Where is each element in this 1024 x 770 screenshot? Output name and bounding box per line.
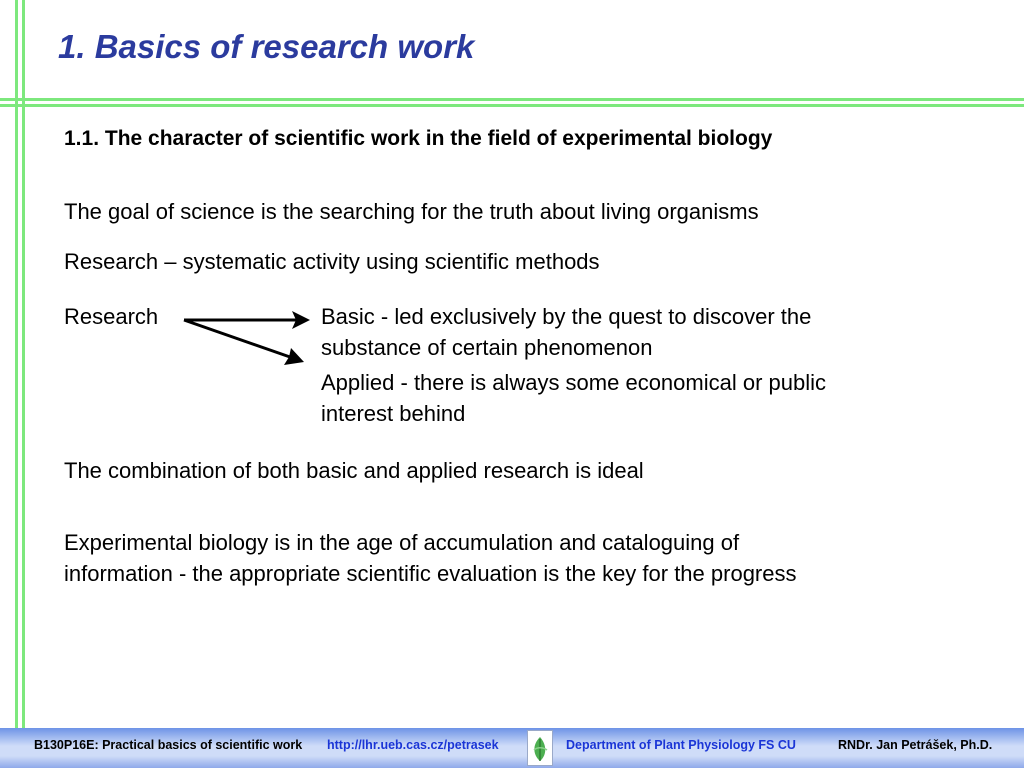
course-name: B130P16E: Practical basics of scientific work	[34, 738, 303, 752]
faculty-logo	[527, 730, 553, 766]
author-name: RNDr. Jan Petrášek, Ph.D.	[838, 738, 993, 752]
footer	[0, 728, 1024, 768]
experimental-line-1: Experimental biology is in the age of accumulation and cataloguing of	[64, 530, 740, 555]
department-name: Department of Plant Physiology FS CU	[566, 738, 796, 752]
experimental-biology-text	[64, 527, 797, 589]
goal-text: The goal of science is the searching for the truth about living organisms	[64, 199, 759, 224]
applied-line-2: interest behind	[321, 401, 466, 426]
basic-line-1: Basic - led exclusively by the quest to discover the	[321, 304, 812, 329]
left-green-line	[15, 0, 18, 768]
arrow-to-applied	[184, 320, 290, 357]
course-link[interactable]: http://lhr.ueb.cas.cz/petrasek	[327, 738, 499, 752]
applied-line-1: Applied - there is always some economical or public	[321, 370, 827, 395]
slide-title: 1. Basics of research work	[58, 28, 475, 65]
top-green-line	[0, 98, 1024, 101]
top-green-line-lower	[0, 104, 1024, 107]
applied-research-text	[321, 367, 826, 429]
basic-research-text	[321, 301, 811, 363]
research-label: Research	[64, 304, 159, 329]
research-definition: Research – systematic activity using scientific methods	[64, 249, 600, 274]
experimental-line-2: information - the appropriate scientific evaluation is the key for the progress	[64, 561, 797, 586]
basic-line-2: substance of certain phenomenon	[321, 335, 653, 360]
leaf-logo-icon	[528, 731, 552, 765]
combination-text: The combination of both basic and applied research is ideal	[64, 458, 644, 483]
research-arrows-diagram	[180, 305, 320, 375]
slide-subtitle: 1.1. The character of scientific work in the field of experimental biology	[64, 127, 773, 150]
left-green-line-inner	[22, 0, 25, 768]
